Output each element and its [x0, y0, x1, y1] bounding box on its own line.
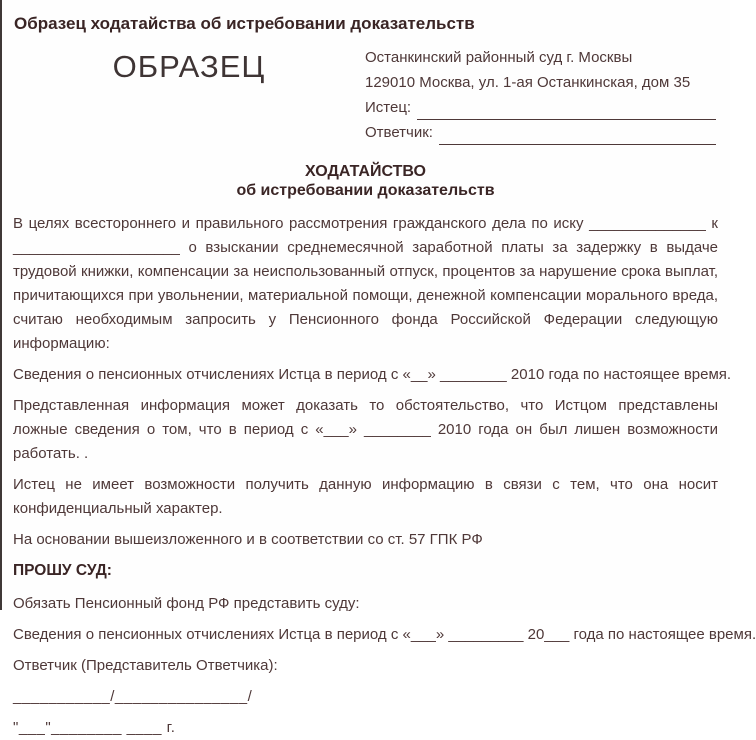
defendant-representative-label: Ответчик (Представитель Ответчика):: [13, 657, 278, 674]
paragraph-confidential: Истец не имеет возможности получить данную информацию в связи с тем, что она носит конфиденциальный характер.: [13, 476, 718, 517]
motion-text: [13, 212, 756, 740]
document-header: [13, 45, 718, 145]
paragraph-obligate: Обязать Пенсионный фонд РФ представить суду:: [13, 595, 360, 612]
plaintiff-blank-line: [417, 100, 716, 120]
document-body: [2, 0, 756, 740]
paragraph-pension-info-request: Сведения о пенсионных отчислениях Истца в период с «___» _________ 20___ года по настоящее время.: [13, 626, 756, 643]
request-heading: ПРОШУ СУД:: [13, 562, 112, 579]
stamp-column: [13, 45, 365, 145]
signature-line: ___________/_______________/: [13, 688, 253, 705]
motion-heading: [13, 162, 718, 200]
paragraph-purpose: В целях всестороннего и правильного рассмотрения гражданского дела по иску ______________ к ____________________ о взыскании среднемесячной заработной платы за задержку в выдаче трудовой книжки, компенсации за неиспользованный отпуск, процентов за нарушение срока выплат, причитающихся при увольнении, материальной помощи, денежной компенсации морального вреда, считаю необходимым запросить у Пенсионного фонда Российской Федерации следующую информацию:: [13, 215, 718, 352]
court-address: 129010 Москва, ул. 1-ая Останкинская, дом 35: [365, 74, 691, 91]
plaintiff-row: [365, 95, 718, 120]
motion-heading-title: ХОДАТАЙСТВО: [305, 163, 426, 180]
plaintiff-label: Истец:: [365, 99, 412, 116]
paragraph-false-info: Представленная информация может доказать то обстоятельство, что Истцом представлены ложные сведения о том, что в период с «___» ________ 2010 года он был лишен возможности работать. .: [13, 397, 718, 462]
sample-stamp: ОБРАЗЕЦ: [112, 49, 266, 84]
defendant-row: [365, 120, 718, 145]
defendant-blank-line: [439, 125, 716, 145]
paragraph-legal-basis: На основании вышеизложенного и в соответствии со ст. 57 ГПК РФ: [13, 531, 483, 548]
motion-heading-subtitle: об истребовании доказательств: [236, 182, 495, 199]
court-block: [365, 45, 718, 145]
defendant-label: Ответчик:: [365, 124, 433, 141]
page-title: Образец ходатайства об истребовании доказательств: [14, 14, 475, 33]
court-name: Останкинский районный суд г. Москвы: [365, 49, 633, 66]
date-line: "___"________ ____ г.: [13, 719, 176, 736]
paragraph-pension-info: Сведения о пенсионных отчислениях Истца в период с «__» ________ 2010 года по настоящее время.: [13, 366, 732, 383]
